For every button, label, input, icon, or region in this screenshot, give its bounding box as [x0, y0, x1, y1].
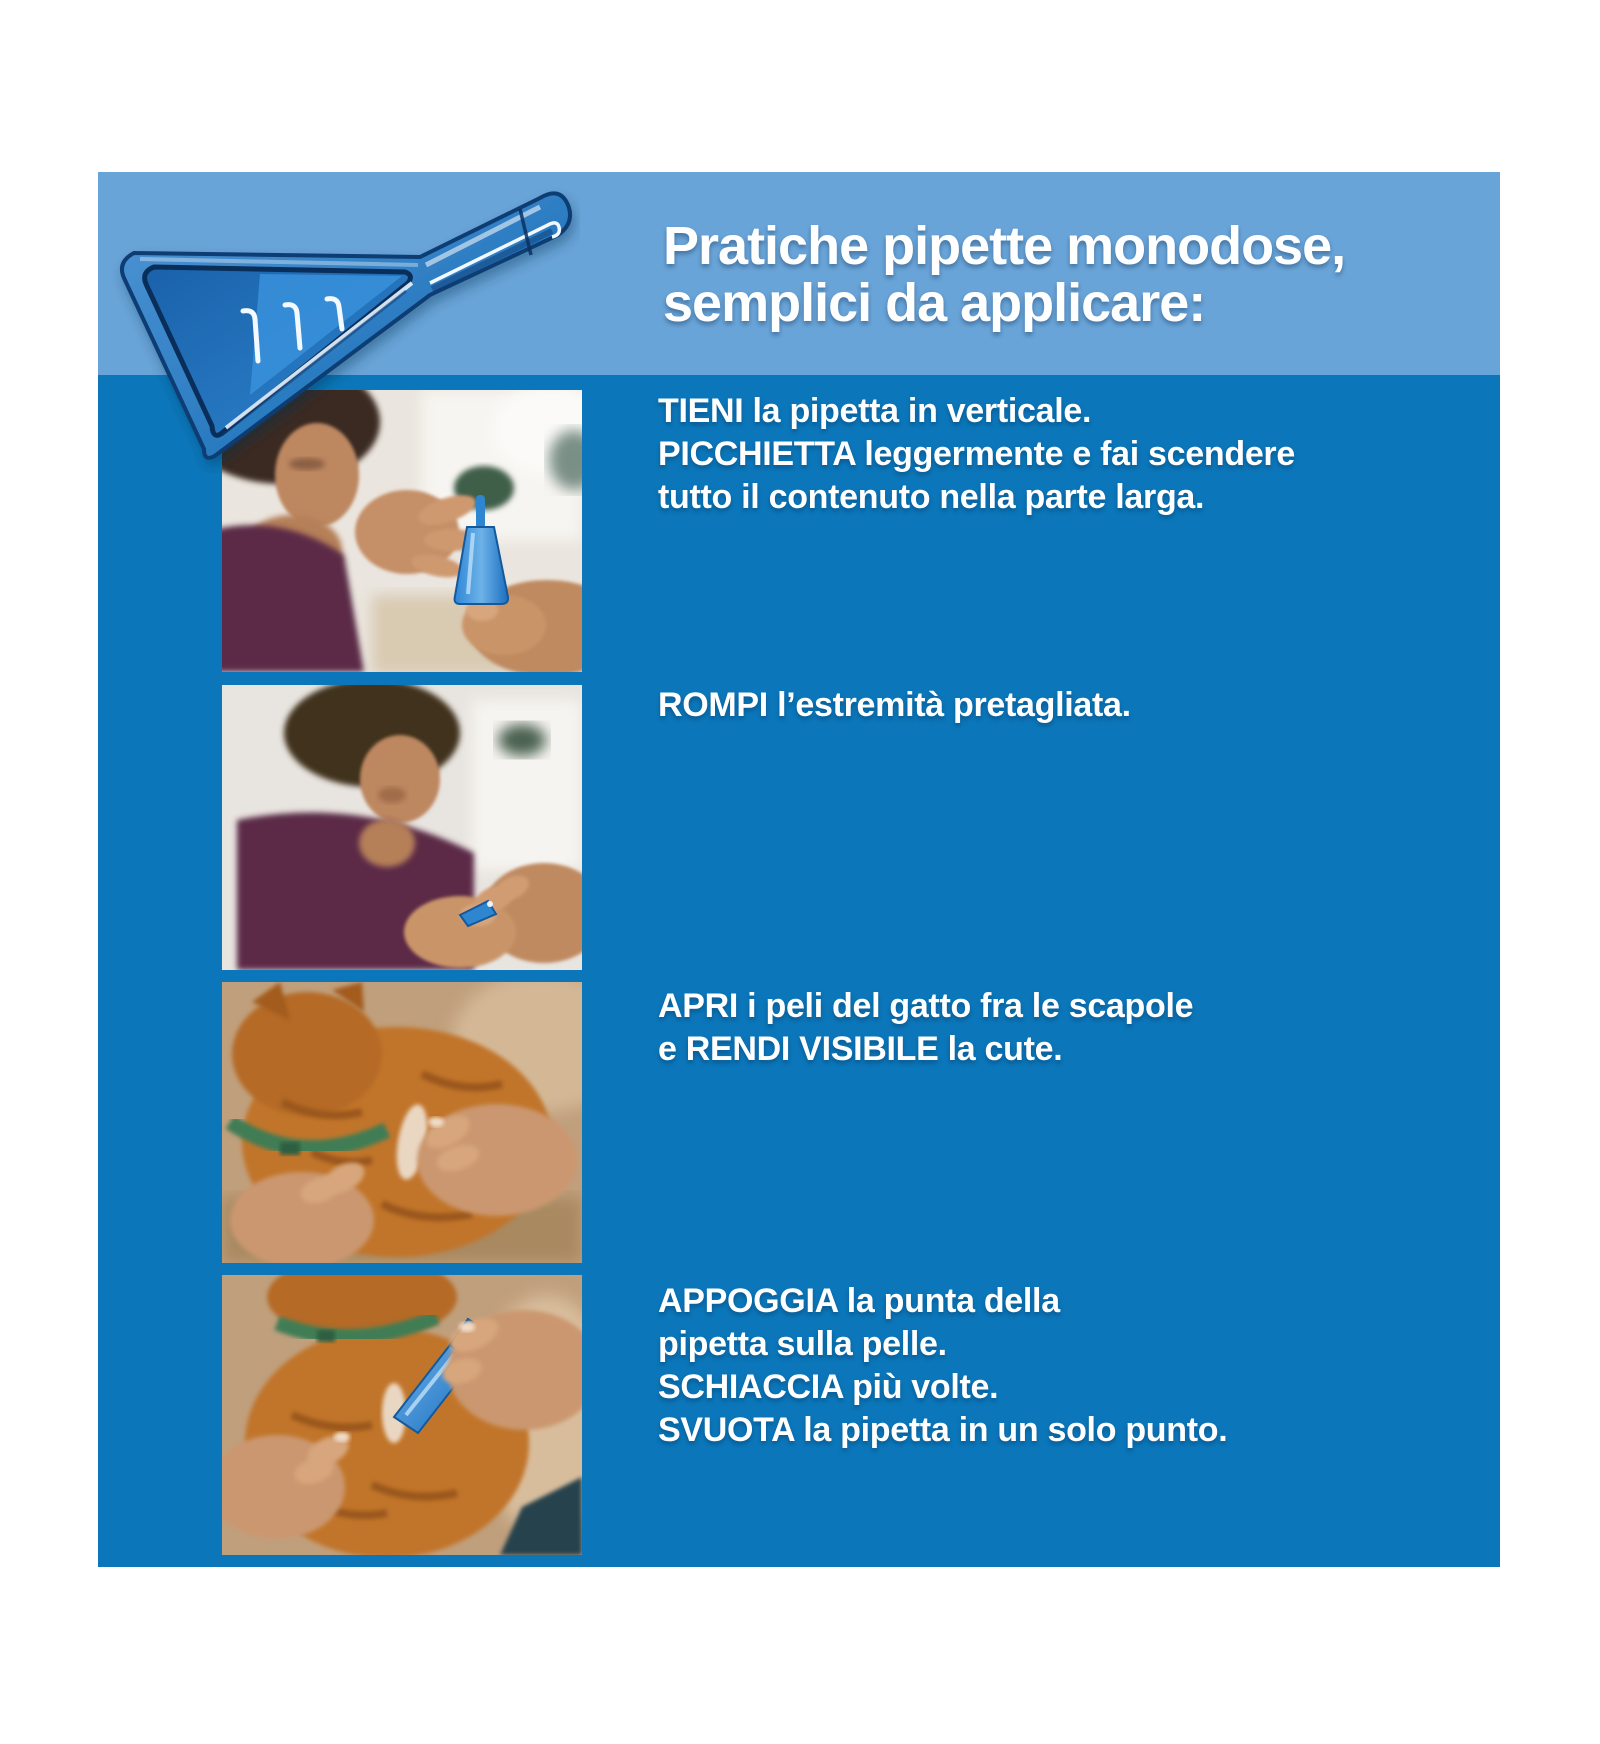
step-photo-4 — [222, 1275, 582, 1555]
photo-woman-breaking-tip — [222, 685, 582, 970]
page-title-line-2: semplici da applicare: — [663, 273, 1206, 333]
step-3-line-1: APRI i peli del gatto fra le scapole — [658, 987, 1194, 1025]
step-3-text — [658, 985, 1470, 1071]
step-4-line-4: SVUOTA la pipetta in un solo punto. — [658, 1411, 1228, 1449]
step-1-line-3: tutto il contenuto nella parte larga. — [658, 478, 1205, 516]
step-4-line-2: pipetta sulla pelle. — [658, 1325, 947, 1363]
step-2-line-1: ROMPI l’estremità pretagliata. — [658, 686, 1131, 724]
photo-parting-cat-fur — [222, 982, 582, 1263]
photo-applying-pipette-to-cat — [222, 1275, 582, 1555]
step-4-line-3: SCHIACCIA più volte. — [658, 1368, 999, 1406]
step-4-line-1: APPOGGIA la punta della — [658, 1282, 1060, 1320]
pipette-blister-image — [100, 183, 580, 473]
page-title-line-1: Pratiche pipette monodose, — [663, 216, 1346, 276]
page-title — [663, 218, 1483, 332]
step-2-text — [658, 684, 1470, 727]
step-3-line-2: e RENDI VISIBILE la cute. — [658, 1030, 1063, 1068]
step-photo-2 — [222, 685, 582, 970]
step-1-line-1: TIENI la pipetta in verticale. — [658, 392, 1092, 430]
step-4-text — [658, 1280, 1470, 1452]
step-1-text — [658, 390, 1470, 519]
step-photo-3 — [222, 982, 582, 1263]
step-1-line-2: PICCHIETTA leggermente e fai scendere — [658, 435, 1295, 473]
